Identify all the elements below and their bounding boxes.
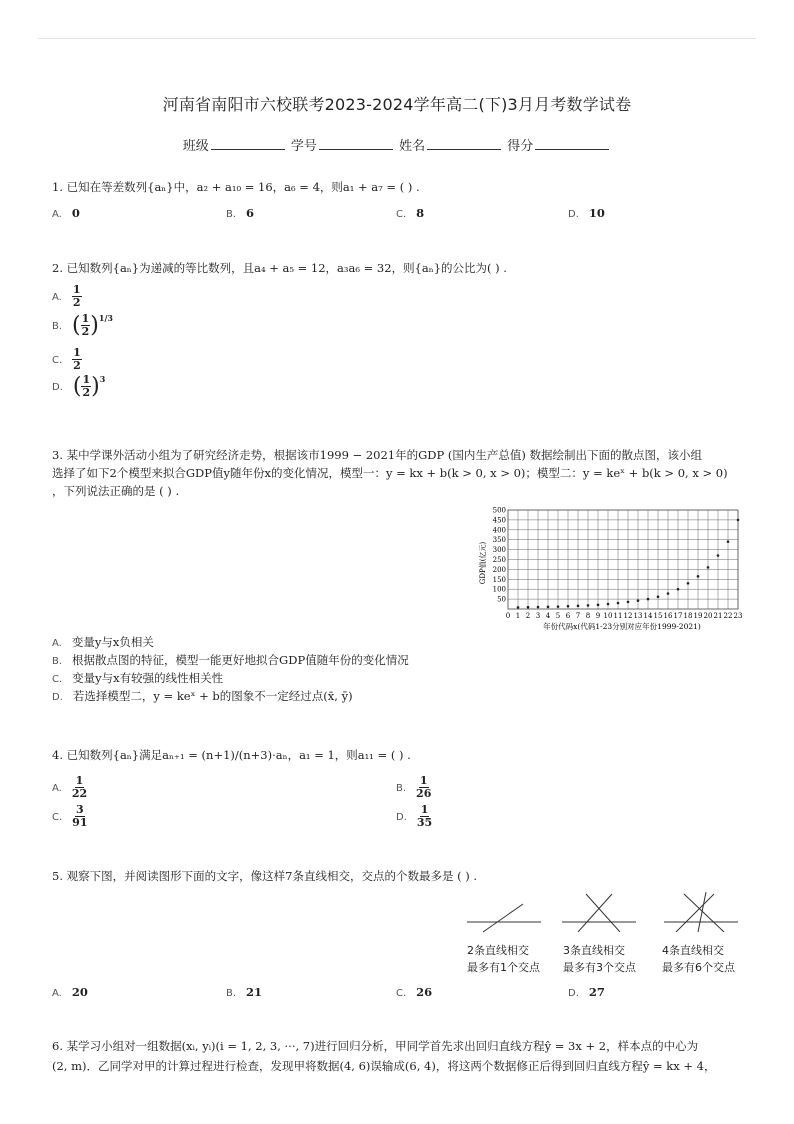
chart-point <box>607 603 610 606</box>
chart-x-tick-label: 19 <box>693 612 703 620</box>
chart-point <box>567 605 570 608</box>
fraction: $\frac{1}{26}$ <box>416 774 432 800</box>
chart-point <box>587 604 590 607</box>
chart-x-tick-label: 20 <box>703 612 713 620</box>
chart-x-tick-label: 8 <box>585 612 591 620</box>
chart-x-tick-label: 22 <box>723 612 733 620</box>
chart-x-tick-label: 17 <box>673 612 683 620</box>
q5-option-b[interactable]: B. 21 <box>226 985 263 999</box>
question-3-line-3: ，下列说法正确的是 ( ) . <box>52 484 180 498</box>
question-3-line-1: 3. 某中学课外活动小组为了研究经济走势，根据该市1999 − 2021年的GDP (国内生产总值) 数据绘制出下面的散点图，该小组 <box>52 448 703 462</box>
question-1-text: 1. 已知在等差数列{aₙ}中，a₂ + a₁₀ = 16，a₆ = 4，则a₁ + a₇ = ( ) . <box>52 180 420 194</box>
class-blank[interactable] <box>211 137 285 150</box>
chart-point <box>637 599 640 602</box>
caption-three-lines: 3条直线相交 最多有3个交点 <box>563 944 636 974</box>
chart-point <box>547 606 550 609</box>
q5-option-d[interactable]: D. 27 <box>568 985 605 999</box>
chart-x-tick-label: 21 <box>713 612 723 620</box>
question-5-text: 5. 观察下图，并阅读图形下面的文字，像这样7条直线相交，交点的个数最多是 ( ) . <box>52 869 478 883</box>
chart-grid <box>508 510 738 609</box>
chart-x-tick-label: 3 <box>535 612 541 620</box>
three-lines-figure <box>560 892 640 932</box>
exponent: 3 <box>99 374 106 384</box>
chart-x-tick-label: 13 <box>633 612 643 620</box>
fraction: $\frac{1}{2}$ <box>81 312 90 338</box>
fraction: $\frac{1}{22}$ <box>71 774 88 800</box>
q4-option-c[interactable]: C. $\frac{3}{91}$ <box>52 803 88 829</box>
chart-y-tick-label: 350 <box>492 536 506 545</box>
chart-x-tick-label: 4 <box>545 612 551 620</box>
chart-y-ticks <box>493 507 506 604</box>
chart-y-tick-label: 450 <box>492 516 506 525</box>
exponent: 1/3 <box>98 313 113 323</box>
question-6-line-2: (2, m)．乙同学对甲的计算过程进行检查，发现甲将数据(4, 6)误输成(6, 4)，将这两个数据修正后得到回归直线方程ŷ = kx + 4， <box>52 1059 716 1073</box>
q3-option-a[interactable]: A. 变量y与x负相关 <box>52 635 154 649</box>
q1-option-a[interactable]: A. 0 <box>52 206 80 220</box>
q1-option-c[interactable]: C. 8 <box>396 206 425 220</box>
chart-x-ticks <box>506 612 743 620</box>
question-2-text: 2. 已知数列{aₙ}为递减的等比数列，且a₄ + a₅ = 12，a₃a₆ = 32，则{aₙ}的公比为( ) . <box>52 261 507 275</box>
caption-four-lines: 4条直线相交 最多有6个交点 <box>662 944 735 974</box>
four-lines-figure <box>662 892 742 932</box>
q1-option-b[interactable]: B. 6 <box>226 206 255 220</box>
chart-x-tick-label: 5 <box>555 612 561 620</box>
chart-y-tick-label: 250 <box>492 556 506 564</box>
chart-x-tick-label: 1 <box>515 612 521 620</box>
chart-point <box>627 601 630 604</box>
fraction: $\frac{1}{2}$ <box>82 373 91 399</box>
chart-point <box>687 582 690 585</box>
chart-y-tick-label: 200 <box>492 565 506 574</box>
chart-x-tick-label: 0 <box>505 612 511 620</box>
chart-x-tick-label: 6 <box>565 612 571 620</box>
chart-point <box>647 598 650 601</box>
chart-y-axis-label: GDP值(亿元) <box>479 541 487 585</box>
fraction: $\frac{3}{91}$ <box>72 803 88 829</box>
name-blank[interactable] <box>427 137 501 150</box>
name-label: 姓名 <box>399 139 426 154</box>
q4-option-a[interactable]: A. $\frac{1}{22}$ <box>52 774 88 800</box>
chart-point <box>707 566 710 569</box>
score-blank[interactable] <box>535 137 609 150</box>
student-info-line <box>0 135 794 154</box>
q1-option-d[interactable]: D. 10 <box>568 206 605 220</box>
chart-point <box>577 605 580 608</box>
chart-point <box>597 604 600 607</box>
chart-y-tick-label: 500 <box>492 506 506 515</box>
question-6-line-1: 6. 某学习小组对一组数据(xᵢ, yᵢ)(i = 1, 2, 3, ···, 7)进行回归分析，甲同学首先求出回归直线方程ŷ = 3x + 2，样本点的中心为 <box>52 1039 699 1053</box>
q2-option-d[interactable]: D. ( $\frac{1}{2}$ )$^3$ <box>52 373 106 399</box>
chart-x-tick-label: 12 <box>623 612 633 620</box>
chart-x-tick-label: 14 <box>643 612 653 620</box>
question-3-line-2: 选择了如下2个模型来拟合GDP值y随年份x的变化情况，模型一：y = kx + b(k > 0, x > 0)；模型二：y = keˣ + b(k > 0, x > 0) <box>52 466 728 480</box>
class-label: 班级 <box>182 139 209 154</box>
chart-x-tick-label: 18 <box>683 612 693 620</box>
id-blank[interactable] <box>319 137 393 150</box>
q2-option-c[interactable]: C. $\frac{1}{2}$ <box>52 346 81 372</box>
chart-y-tick-label: 400 <box>492 526 506 535</box>
chart-point <box>657 595 660 598</box>
chart-x-tick-label: 15 <box>653 612 663 620</box>
chart-x-tick-label: 23 <box>733 612 743 620</box>
chart-point <box>537 606 540 609</box>
chart-x-tick-label: 10 <box>603 612 613 620</box>
score-label: 得分 <box>507 139 534 154</box>
chart-x-tick-label: 2 <box>525 612 531 620</box>
q3-option-d[interactable]: D. 若选择模型二，y = keˣ + b的图象不一定经过点(x̄, ȳ) <box>52 689 353 703</box>
chart-y-tick-label: 100 <box>492 585 506 594</box>
chart-point <box>517 606 520 609</box>
q3-option-b[interactable]: B. 根据散点图的特征，模型一能更好地拟合GDP值随年份的变化情况 <box>52 653 409 667</box>
chart-point <box>737 519 740 522</box>
q2-option-a[interactable]: A. $\frac{1}{2}$ <box>52 283 81 309</box>
id-label: 学号 <box>290 139 317 154</box>
q3-option-c[interactable]: C. 变量y与x有较强的线性相关性 <box>52 671 224 685</box>
chart-point <box>667 592 670 595</box>
chart-point <box>617 602 620 605</box>
q5-option-c[interactable]: C. 26 <box>396 985 433 999</box>
chart-y-tick-label: 50 <box>497 595 506 604</box>
chart-point <box>677 588 680 591</box>
chart-point <box>697 575 700 578</box>
q4-option-b[interactable]: B. $\frac{1}{26}$ <box>396 774 432 800</box>
q2-option-b[interactable]: B. ( $\frac{1}{2}$ )$^{1/3}$ <box>52 312 113 338</box>
q4-option-d[interactable]: D. $\frac{1}{35}$ <box>396 803 433 829</box>
q5-option-a[interactable]: A. 20 <box>52 985 88 999</box>
chart-point <box>527 606 530 609</box>
header-rule <box>38 38 756 39</box>
exam-title: 河南省南阳市六校联考2023-2024学年高二(下)3月月考数学试卷 <box>162 95 632 114</box>
fraction: $\frac{1}{35}$ <box>416 803 433 829</box>
chart-x-axis-label: 年份代码x(代码1-23分别对应年份1999-2021) <box>543 622 701 631</box>
chart-y-tick-label: 300 <box>492 546 506 555</box>
two-lines-figure <box>465 900 545 940</box>
fraction: $\frac{1}{2}$ <box>73 346 81 372</box>
fraction: $\frac{1}{2}$ <box>72 283 81 309</box>
chart-y-tick-label: 150 <box>492 575 506 584</box>
chart-x-tick-label: 16 <box>663 612 673 620</box>
chart-point <box>727 540 730 543</box>
chart-x-tick-label: 9 <box>595 612 601 620</box>
chart-point <box>717 554 720 557</box>
caption-two-lines: 2条直线相交 最多有1个交点 <box>467 944 540 974</box>
question-4-text: 4. 已知数列{aₙ}满足aₙ₊₁ = (n+1)/(n+3)·aₙ，a₁ = 1，则a₁₁ = ( ) . <box>52 748 411 762</box>
chart-x-tick-label: 11 <box>613 612 623 620</box>
chart-x-tick-label: 7 <box>575 612 581 620</box>
chart-point <box>557 605 560 608</box>
gdp-scatter-chart <box>470 505 745 630</box>
